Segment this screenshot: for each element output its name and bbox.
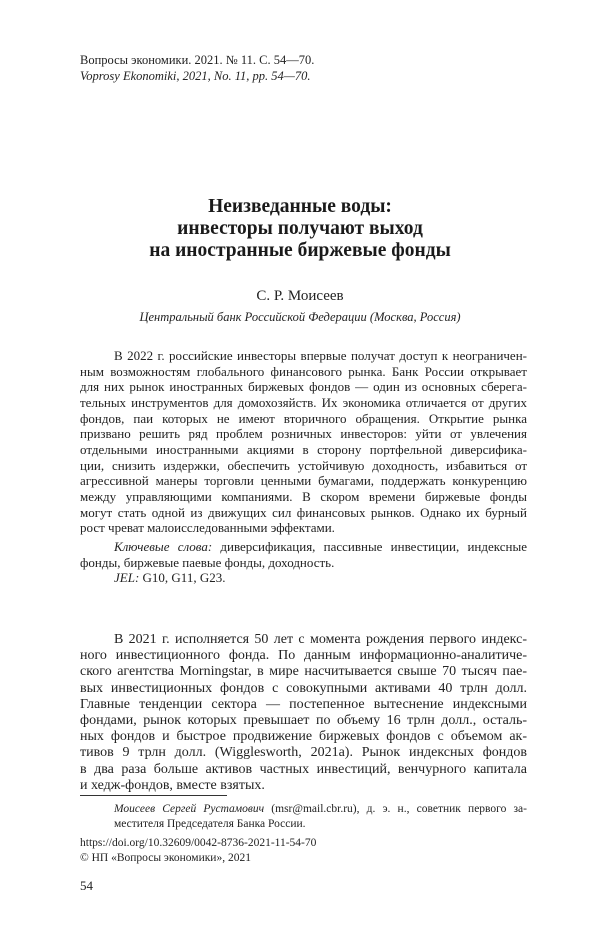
title-line: инвесторы получают выход xyxy=(177,218,423,239)
author-full-name: Моисеев Сергей Рустамович xyxy=(114,803,265,815)
abstract-line: могут стать одной из движущих сил финансовых рынков. Однако их бурный xyxy=(80,504,527,520)
abstract-line: ным возможностям глобального финансового рынка. Банк России открывает xyxy=(80,363,527,379)
jel-codes xyxy=(80,570,527,586)
page-number: 54 xyxy=(80,878,93,893)
body-line: в два раза больше активов частных инвестиций, венчурного капитала xyxy=(80,761,527,777)
abstract-line: тельных инструментов для домохозяйств. Их экономика отличается от других xyxy=(80,394,527,410)
title-line: на иностранные биржевые фонды xyxy=(149,240,451,261)
footnote-line: местителя Председателя Банка России. xyxy=(114,818,306,830)
keywords-label: Ключевые слова: xyxy=(114,538,213,554)
abstract-line: рост чреват малоисследованными эффектами. xyxy=(80,520,335,536)
abstract-line: призвано решить ряд проблем розничных инвесторов: уйти от увлечения xyxy=(80,426,527,442)
journal-citation-en: Voprosy Ekonomiki, 2021, No. 11, pp. 54—70. xyxy=(80,69,311,83)
body-line: тивов 9 трлн долл. (Wigglesworth, 2021a). Рынок индексных фондов xyxy=(80,745,527,761)
abstract-line: В 2022 г. российские инвесторы впервые получат доступ к неограничен- xyxy=(114,348,527,363)
journal-header xyxy=(80,52,527,84)
body-line: ного инвестиционного фонда. По данным информационно-аналитиче- xyxy=(80,648,527,664)
abstract xyxy=(80,348,527,586)
body-line: и хедж-фондов, вместе взятых. xyxy=(80,777,265,793)
body-line: В 2021 г. исполняется 50 лет с момента рождения первого индекс- xyxy=(114,632,527,647)
body-line: вых инвестиционных фондов с совокупными активами 40 трлн долл. xyxy=(80,680,527,696)
keywords xyxy=(80,539,527,555)
abstract-line: ции, снизить издержки, обеспечить устойчивую доходность, избавиться от xyxy=(80,457,527,473)
jel-value: G10, G11, G23. xyxy=(139,570,226,586)
jel-label: JEL: xyxy=(114,570,140,586)
keywords-text: диверсификация, пассивные инвестиции, индексные xyxy=(212,538,527,554)
footnote-divider xyxy=(80,795,227,796)
author: С. Р. Моисеев xyxy=(256,288,344,304)
body-line: Главные тенденции сектора — постепенное вытеснение индексными xyxy=(80,696,527,712)
article-title xyxy=(0,196,600,262)
footnote-text: (msr@mail.cbr.ru), д. э. н., советник первого за- xyxy=(264,803,527,815)
abstract-line: фондов, паи которых не имеют вторичного обращения. Открытие рынка xyxy=(80,410,527,426)
affiliation: Центральный банк Российской Федерации (Москва, Россия) xyxy=(139,310,461,324)
body-line: ных фондов и быстрое продвижение биржевых фондов с объемом ак- xyxy=(80,729,527,745)
footnote xyxy=(80,802,527,832)
body-line: фондами, рынок которых превышает по объему 16 трлн долл., осталь- xyxy=(80,713,527,729)
abstract-line: между управляющими компаниями. В скором времени биржевые фонды xyxy=(80,488,527,504)
publication-info xyxy=(80,836,527,866)
body-line: ского агентства Morningstar, в мире насчитывается свыше 70 тысяч пае- xyxy=(80,664,527,680)
copyright: © НП «Вопросы экономики», 2021 xyxy=(80,852,251,864)
title-line: Неизведанные воды: xyxy=(208,196,392,217)
body-text xyxy=(80,632,527,794)
doi-link[interactable]: https://doi.org/10.32609/0042-8736-2021-11-54-70 xyxy=(80,837,317,849)
abstract-line: для них рынок иностранных биржевых фондов — один из основных сберега- xyxy=(80,379,527,395)
abstract-line: агрессивной манеры торговли ценными бумагами, поддержать конкуренцию xyxy=(80,473,527,489)
keywords-text: фонды, биржевые паевые фонды, доходность. xyxy=(80,554,335,570)
journal-citation-ru: Вопросы экономики. 2021. № 11. С. 54—70. xyxy=(80,53,315,67)
footnote-line xyxy=(80,802,527,817)
abstract-line: отдельными иностранными акциями в сторону портфельной диверсифика- xyxy=(80,441,527,457)
